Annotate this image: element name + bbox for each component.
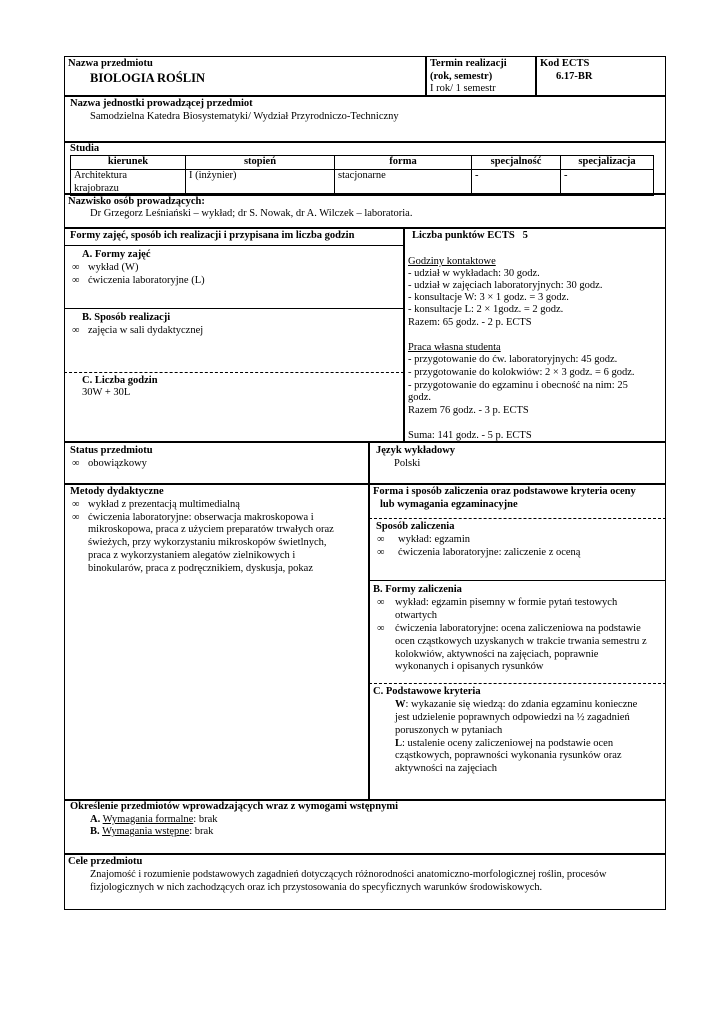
bullet-icon: ∞ (377, 623, 385, 634)
assessment-forms-divider (369, 683, 666, 684)
ects-self-label: Praca własna studenta (408, 342, 501, 353)
term-label-2: (rok, semestr) (430, 71, 493, 82)
studies-kierunek-line1: Architektura (74, 169, 128, 181)
methods-item-2-line-2: mikroskopowa, praca z użyciem preparatów trwałych oraz (88, 524, 334, 535)
assessment-criteria-w-line-3: poruszonych w pytaniach (395, 725, 503, 736)
ects-self-line-2: - przygotowanie do kolokwiów: 2 × 3 godz. = 6 godz. (408, 367, 635, 378)
bullet-icon: ∞ (72, 325, 80, 336)
forms-label-underline (64, 245, 404, 246)
studies-col-forma: forma (335, 156, 472, 170)
assessment-criteria-w-line-2: jest udzielenie poprawnych odpowiedzi na ½ zagadnień (395, 712, 630, 723)
status-label: Status przedmiotu (70, 445, 153, 456)
bullet-icon: ∞ (377, 547, 385, 558)
prereq-b: B. Wymagania wstępne: brak (90, 826, 214, 837)
studies-label: Studia (70, 143, 100, 154)
prereq-a-link: Wymagania formalne (102, 814, 194, 825)
forms-c-label: C. Liczba godzin (82, 375, 158, 386)
goals-line-2: fizjologicznych w nich zachodzących oraz ich przystosowania do specyficznych warunków środowiskowych. (90, 882, 543, 893)
bullet-icon: ∞ (72, 262, 80, 273)
unit-value: Samodzielna Katedra Biosystematyki/ Wydział Przyrodniczo-Techniczny (90, 111, 399, 122)
forms-label: Formy zajęć, sposób ich realizacji i przypisana im liczba godzin (70, 230, 355, 241)
methods-label: Metody dydaktyczne (70, 486, 164, 497)
assessment-label-2: lub wymagania egzaminacyjne (380, 499, 518, 510)
studies-cell-kierunek (71, 169, 186, 196)
goals-label: Cele przedmiotu (68, 856, 143, 867)
methods-item-2-line-3: świeżych, przy wykorzystaniu mikroskopów świetlnych, (88, 537, 327, 548)
studies-col-kierunek: kierunek (71, 156, 186, 170)
ects-self-line-3: - przygotowanie do egzaminu i obecność na nim: 25 (408, 380, 628, 391)
studies-col-specjalizacja: specjalizacja (561, 156, 654, 170)
assessment-criteria-l-line-1: L: ustalenie oceny zaliczeniowej na podstawie ocen (395, 738, 614, 749)
studies-col-stopien: stopień (186, 156, 335, 170)
forms-c-value: 30W + 30L (82, 387, 131, 398)
studies-table (70, 155, 654, 196)
prereq-label: Określenie przedmiotów wprowadzających wraz z wymogami wstępnymi (70, 801, 398, 812)
term-label-1: Termin realizacji (430, 58, 507, 69)
goals-line-1: Znajomość i rozumienie podstawowych zagadnień dotyczących różnorodności anatomiczno-morfologicznej roślin, procesów (90, 869, 607, 880)
ects-contact-total: Razem: 65 godz. - 2 p. ECTS (408, 317, 532, 328)
ects-label: Liczba punktów ECTS 5 (412, 230, 528, 241)
studies-cell-forma: stacjonarne (335, 169, 472, 196)
assessment-criteria-w-line-1: W: wykazanie się wiedzą: do zdania egzaminu konieczne (395, 699, 638, 710)
methods-item-2-line-4: praca z wykorzystaniem alegatów zielnikowych i (88, 550, 296, 561)
bullet-icon: ∞ (377, 597, 385, 608)
assessment-criteria-label: C. Podstawowe kryteria (373, 686, 481, 697)
assessment-criteria-l-line-2: cząstkowych, poprawności wykonania rysunków oraz (395, 750, 622, 761)
forms-b-divider (64, 372, 404, 373)
ects-contact-line-2: - udział w zajęciach laboratoryjnych: 30 godz. (408, 280, 603, 291)
forms-a-label: A. Formy zajęć (82, 249, 151, 260)
bullet-icon: ∞ (72, 512, 80, 523)
ects-contact-label: Godziny kontaktowe (408, 256, 496, 267)
forms-b-label: B. Sposób realizacji (82, 312, 171, 323)
subject-name: BIOLOGIA ROŚLIN (90, 71, 205, 85)
unit-label: Nazwa jednostki prowadzącej przedmiot (70, 98, 253, 109)
studies-cell-specjalnosc: - (472, 169, 561, 196)
assessment-method-divider (369, 580, 666, 581)
assessment-forms-label: B. Formy zaliczenia (373, 584, 462, 595)
assessment-label-divider (369, 518, 666, 519)
bullet-icon: ∞ (72, 499, 80, 510)
language-label: Język wykładowy (376, 445, 456, 456)
ects-code-label: Kod ECTS (540, 58, 590, 69)
ects-code-value: 6.17-BR (556, 71, 593, 82)
assessment-forms-item-1-line-2: otwartych (395, 610, 437, 621)
language-value: Polski (394, 458, 421, 469)
ects-value: 5 (522, 230, 528, 241)
prereq-b-link: Wymagania wstępne (102, 826, 190, 837)
assessment-method-label: Sposób zaliczenia (376, 521, 455, 532)
assessment-label-1: Forma i sposób zaliczenia oraz podstawowe kryteria oceny (373, 486, 636, 497)
bullet-icon: ∞ (377, 534, 385, 545)
methods-item-2-line-5: binokularów, praca z podręcznikiem, dyskusja, pokaz (88, 563, 313, 574)
ects-self-line-1: - przygotowanie do ćw. laboratoryjnych: 45 godz. (408, 354, 618, 365)
subject-label: Nazwa przedmiotu (68, 58, 153, 69)
ects-sum: Suma: 141 godz. - 5 p. ECTS (408, 430, 532, 441)
studies-col-specjalnosc: specjalność (472, 156, 561, 170)
studies-cell-stopien: I (inżynier) (186, 169, 335, 196)
forms-a-divider (64, 308, 404, 309)
ects-contact-line-4: - konsultacje L: 2 × 1godz. = 2 godz. (408, 304, 564, 315)
assessment-forms-item-2-line-3: kolokwiów, aktywności na zajęciach, poprawnie (395, 649, 599, 660)
studies-cell-specjalizacja: - (561, 169, 654, 196)
ects-contact-line-1: - udział w wykładach: 30 godz. (408, 268, 540, 279)
assessment-forms-item-2-line-4: wykonanych i opisanych rysunków (395, 661, 544, 672)
term-value: I rok/ 1 semestr (430, 83, 496, 94)
ects-self-total: Razem 76 godz. - 3 p. ECTS (408, 405, 529, 416)
studies-kierunek-line2: krajobrazu (74, 182, 119, 194)
prereq-a: A. Wymagania formalne: brak (90, 814, 218, 825)
bullet-icon: ∞ (72, 458, 80, 469)
ects-contact-line-3: - konsultacje W: 3 × 1 godz. = 3 godz. (408, 292, 569, 303)
bullet-icon: ∞ (72, 275, 80, 286)
ects-self-line-4: godz. (408, 392, 432, 403)
staff-value: Dr Grzegorz Leśniański – wykład; dr S. Nowak, dr A. Wilczek – laboratoria. (90, 208, 413, 219)
assessment-forms-item-2-line-2: ocen cząstkowych uzyskanych w trakcie trwania semestru z (395, 636, 647, 647)
assessment-criteria-l-line-3: aktywności na zajęciach (395, 763, 498, 774)
staff-label: Nazwisko osób prowadzących: (68, 196, 205, 207)
